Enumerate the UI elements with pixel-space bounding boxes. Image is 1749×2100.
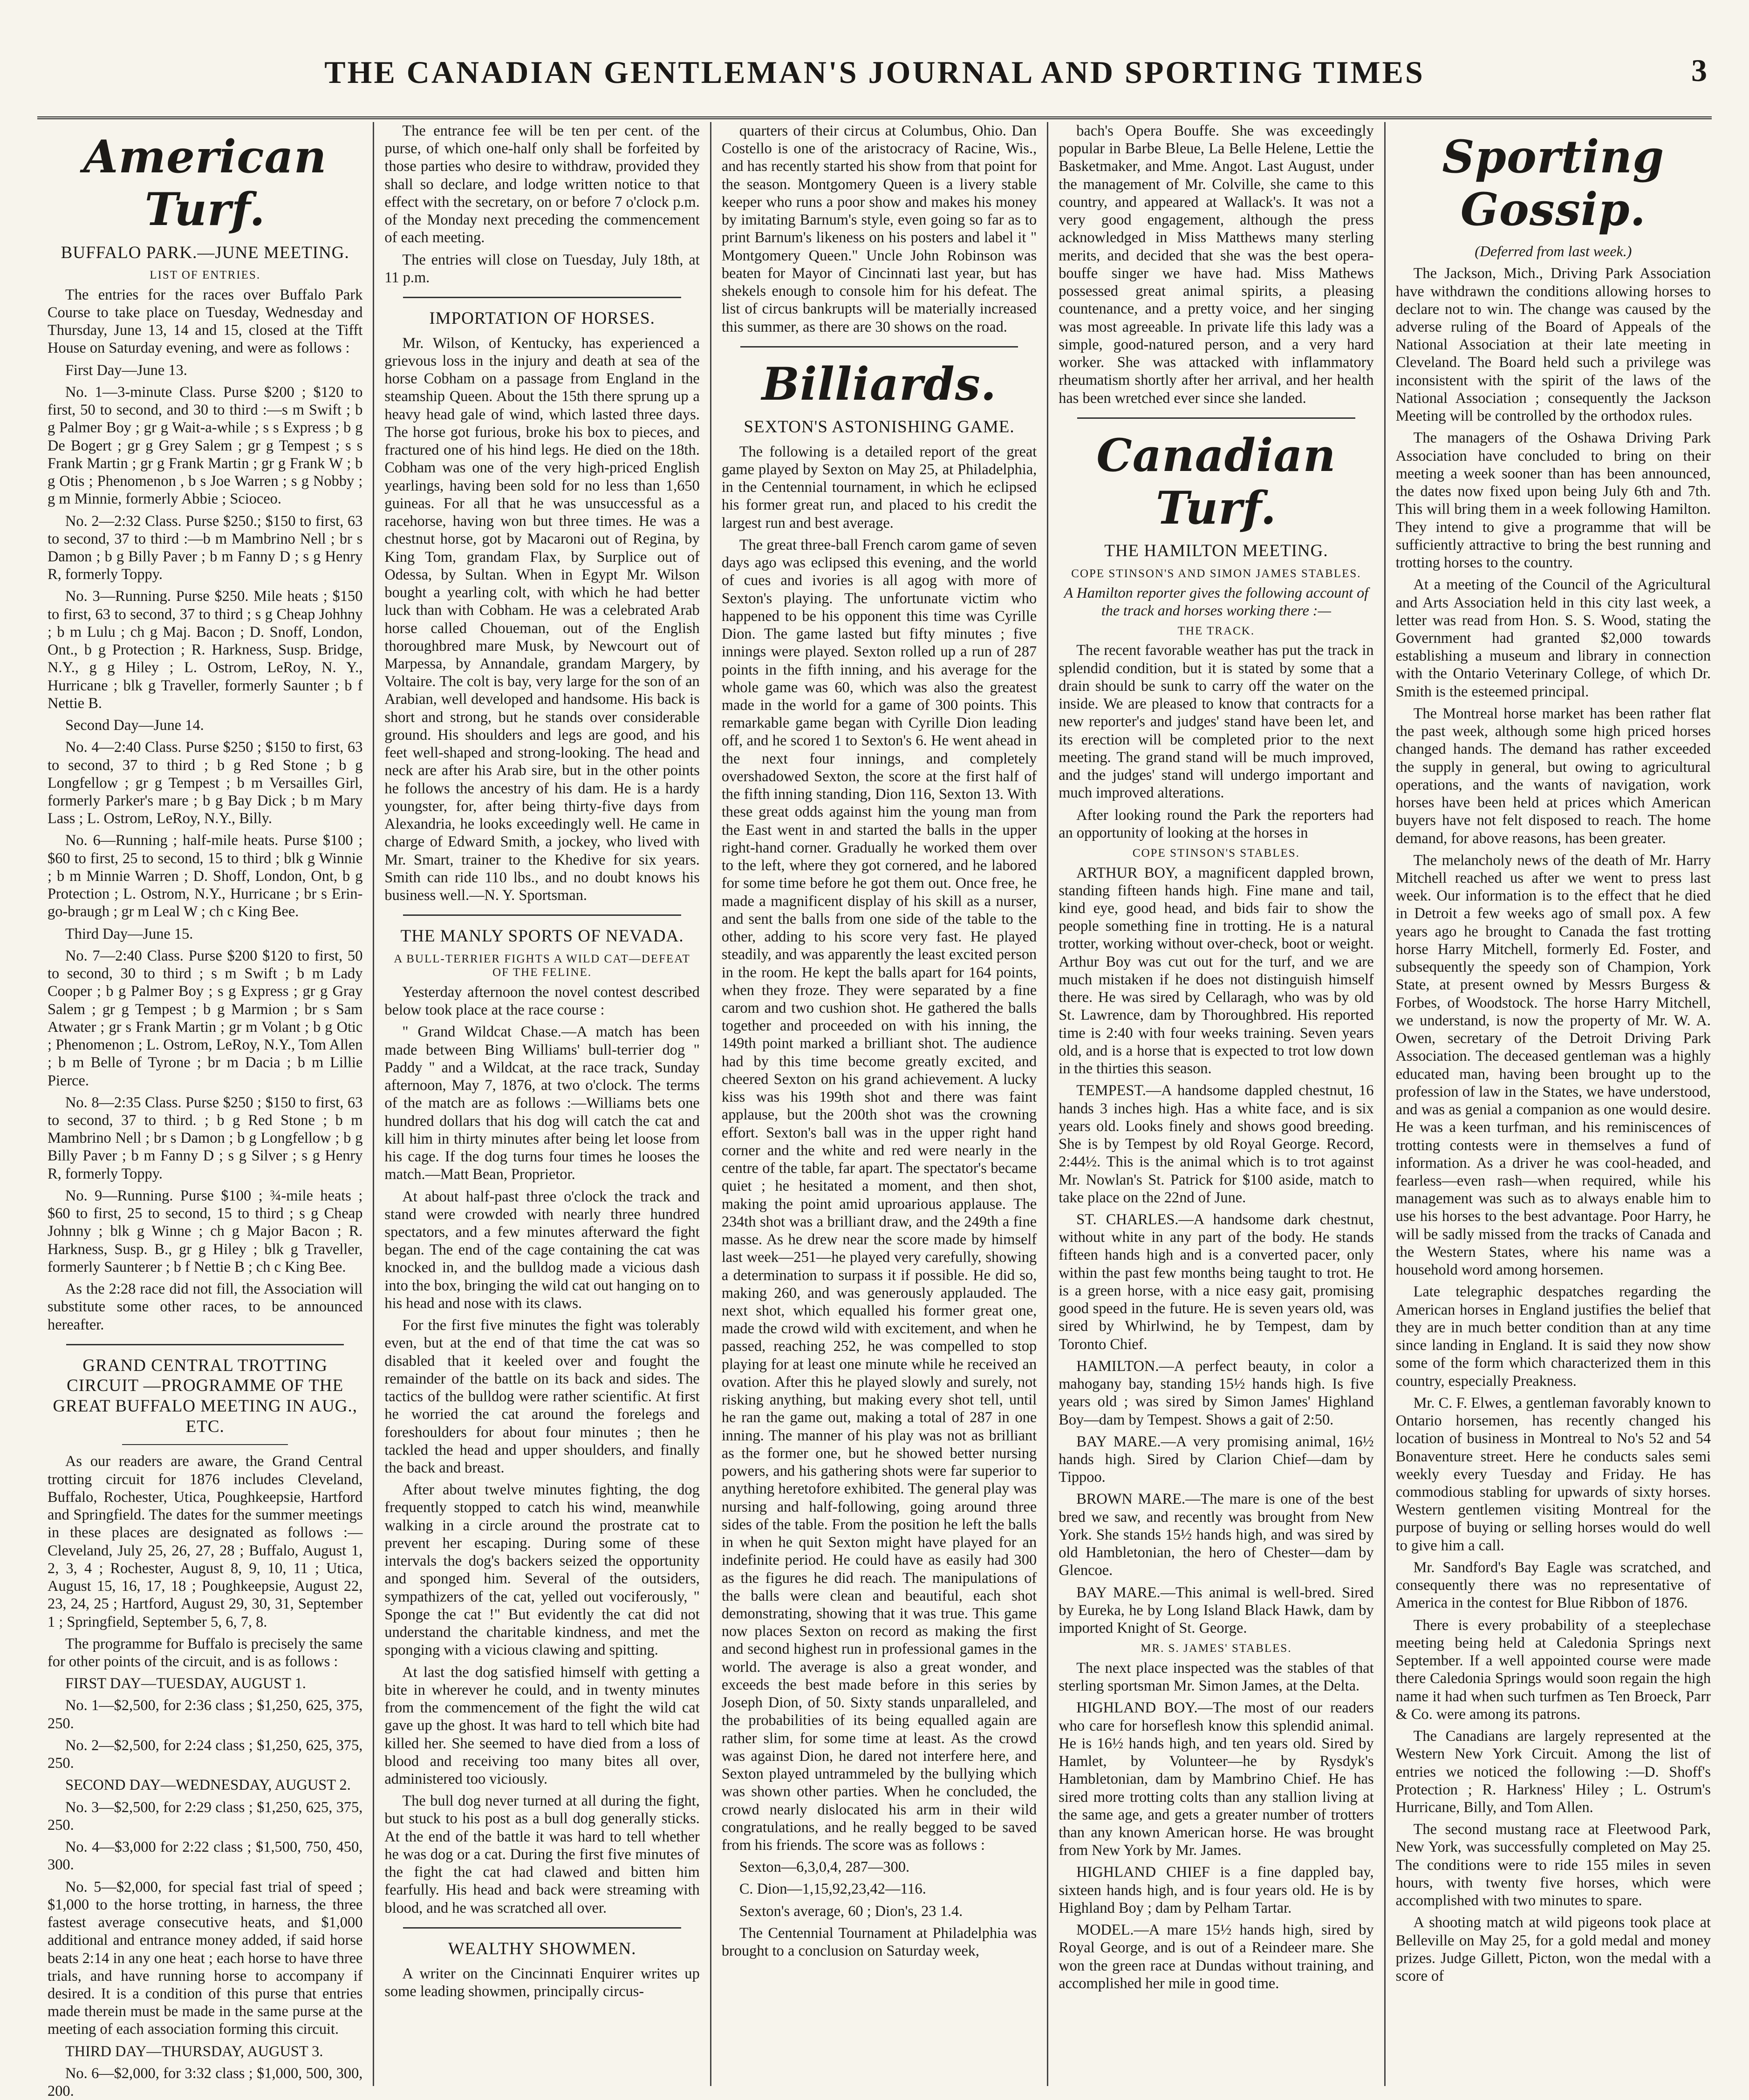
paragraph: HIGHLAND BOY.—The most of our readers who care for horseflesh know this splendid animal. He is 16½ hands high, and ten years old. Sired by Hamlet, by Volunteer—he by Rysdyk's Hambletonian, dam by Mambrino Chief. He has sired more trotting colts than any stallion living at the same age, and gets a greater number of trotters than any known American horse. He was brought from New York by Mr. James. <box>1059 1699 1374 1859</box>
article-headline: THE MANLY SPORTS OF NEVADA. <box>400 927 684 946</box>
paragraph: BAY MARE.—This animal is well-bred. Sired by Eureka, he by Long Island Black Hawk, dam by imported Knight of St. George. <box>1059 1584 1374 1637</box>
article-body <box>1059 864 1373 1637</box>
paragraph: ARTHUR BOY, a magnificent dappled brown, standing fifteen hands high. Fine mane and tail, kind eye, good head, and bids fair to show the people something fine in trotting. He is a natural trotter, working without over-check, boot or weight. Arthur Boy was cut out for the turf, and we are much mistaken if he does not distinguish himself there. He was sired by Cellaragh, who was by old St. Lawrence, dam by Thoroughbred. His reported time is 2:40 with four weeks training. Seven years old, and is a horse that is expected to trot low down in the thirties this season. <box>1059 864 1374 1077</box>
masthead-title: THE CANADIAN GENTLEMAN'S JOURNAL AND SPORTING TIMES <box>324 55 1425 90</box>
paragraph: No. 2—2:32 Class. Purse $250.; $150 to first, 63 to second, 37 to third :—b m Mambrino Nell ; br s Damon ; b g Billy Paver ; b m Fanny D ; s g Henry R, formerly Toppy. <box>48 512 363 583</box>
paragraph: No. 4—2:40 Class. Purse $250 ; $150 to first, 63 to second, 37 to third ; b g Red Stone ; b g Longfellow ; gr g Tempest ; b m Versailles Girl, formerly Parker's mare ; b g Bay Dick ; b m Mary Lass ; L. Ostrom, LeRoy, N.Y., Billy. <box>48 739 363 827</box>
paragraph: Second Day—June 14. <box>65 717 204 734</box>
article-intro-note: A Hamilton reporter gives the following account of the track and horses working there :— <box>1064 584 1369 619</box>
divider <box>66 1344 344 1345</box>
paragraph: ST. CHARLES.—A handsome dark chestnut, without white in any part of the body. He stands fifteen hands high and is a converted pacer, only within the past few months being taught to trot. He is a green horse, with a nice easy gait, promising good speed in the future. He is seven years old, was sired by Whirlwind, he by Tempest, dam by Toronto Chief. <box>1059 1211 1374 1353</box>
article-headline: WEALTHY SHOWMEN. <box>448 1939 636 1958</box>
section-heading: American Turf. <box>83 130 327 236</box>
paragraph: A writer on the Cincinnati Enquirer writes up some leading showmen, principally circus- <box>384 1965 700 2000</box>
paragraph: The second mustang race at Fleetwood Park, New York, was successfully completed on May 25. The conditions were to ride 155 miles in seven hours, with twenty five horses, which were accomplished with two minutes to spare. <box>1395 1821 1711 1909</box>
paragraph: bach's Opera Bouffe. She was exceedingly popular in Barbe Bleue, La Belle Helene, Lettie the Basketmaker, and Mme. Angot. Last August, under the management of Mr. Colville, she came to this country, and appeared at Wallack's. It was not a very good engagement, although the press acknowledged in Miss Matthews many sterling merits, and decided that she was the best opera-bouffe singer we have had. Miss Mathews possessed great animal spirits, a pleasing countenance, and a pretty voice, and her singing was most agreeable. In private life this lady was a simple, good-natured person, and a very hard worker. She was attacked with inflammatory rheumatism shortly after her arrival, and her health has been wretched ever since she landed. <box>1059 123 1374 407</box>
article-headline: IMPORTATION OF HORSES. <box>429 309 655 328</box>
paragraph: Third Day—June 15. <box>65 925 193 942</box>
paragraph: At a meeting of the Council of the Agricultural and Arts Association held in this city last week, a letter was read from Hon. S. S. Wood, stating the Government had granted $2,000 towards establishing a museum and library in connection with the Ontario Veterinary College, of which Dr. Smith is the esteemed principal. <box>1395 576 1711 700</box>
paragraph: No. 5—$2,000, for special fast trial of speed ; $1,000 to the horse trotting, in harness, the three fastest average consecutive heats, and $1,000 additional and entrance money added, if said horse beats 2:14 in any one heat ; each horse to have three trials, and have running horse to accompany if desired. It is a condition of this purse that entries made therein must be made in the same purse at the meeting of each association forming this circuit. <box>48 1878 363 2038</box>
paragraph: At last the dog satisfied himself with getting a bite in wherever he could, and in twenty minutes from the commencement of the fight the wild cat gave up the ghost. It was hard to tell which bite had killed her. She seemed to have died from a loss of blood and receiving too many bites all over, administered too viciously. <box>384 1664 700 1787</box>
article-subhead: COPE STINSON'S AND SIMON JAMES STABLES. <box>1071 567 1361 580</box>
paragraph: For the first five minutes the fight was tolerably even, but at the end of that time the cat was so disabled that it keeled over and fought the remainder of the battle on its back and sides. The tactics of the bulldog were rather scientific. At first he worried the cat around the forelegs and foreshoulders for about four minutes ; then he tackled the head and upper shoulders, and finally the back and breast. <box>384 1317 700 1477</box>
article-body <box>384 122 699 286</box>
masthead <box>37 47 1712 119</box>
article-body <box>384 983 699 1917</box>
paragraph: As the 2:28 race did not fill, the Association will substitute some other races, to be announced hereafter. <box>48 1281 363 1333</box>
paragraph: The following is a detailed report of the great game played by Sexton on May 25, at Philadelphia, in the Centennial tournament, in which he eclipsed his former great run, and placed to his credit the largest run and best average. <box>721 443 1037 532</box>
paragraph: No. 1—$2,500, for 2:36 class ; $1,250, 625, 375, 250. <box>48 1697 363 1732</box>
paragraph: BROWN MARE.—The mare is one of the best bred we saw, and recently was brought from New York. She stands 15½ hands high, and was sired by old Hambletonian, the hero of Chester—dam by Glencoe. <box>1059 1491 1374 1579</box>
article-body <box>1396 265 1711 1985</box>
paragraph: The entries for the races over Buffalo Park Course to take place on Tuesday, Wednesday and Thursday, June 13, 14 and 15, closed at the Tifft House on Saturday evening, and were as follows : <box>48 286 363 357</box>
column-5 <box>1386 122 1721 2086</box>
paragraph: The Montreal horse market has been rather flat the past week, although some high priced horses changed hands. The demand has rather exceeded the supply in general, but owing to agricultural operations, and the wants of navigation, work horses have been held at prices which American buyers have not felt disposed to reach. The home demand, for above reasons, has been greater. <box>1395 705 1711 847</box>
article-body <box>722 443 1037 1960</box>
article-headline: BUFFALO PARK.—JUNE MEETING. <box>61 243 349 262</box>
article-body <box>1059 1659 1373 1992</box>
article-subhead: THE TRACK. <box>1177 624 1255 637</box>
paragraph: A shooting match at wild pigeons took place at Belleville on May 25, for a gold medal and money prizes. Judge Gillett, Picton, won the medal with a score of <box>1395 1914 1711 1985</box>
paragraph: FIRST DAY—TUESDAY, AUGUST 1. <box>65 1675 306 1692</box>
paragraph: After looking round the Park the reporters had an opportunity of looking at the horses in <box>1059 806 1374 841</box>
paragraph: Mr. C. F. Elwes, a gentleman favorably known to Ontario horsemen, has recently changed his location of business in Montreal to No's 52 and 54 Bonaventure street. Here he conducts sales semi weekly every Tuesday and Friday. He has commodious stabling for upwards of sixty horses. Western gentlemen visiting Montreal for the purpose of buying or selling horses would do well to give him a call. <box>1395 1394 1711 1554</box>
article-subhead: COPE STINSON'S STABLES. <box>1132 847 1300 860</box>
columns <box>37 122 1721 2100</box>
paragraph: No. 6—Running ; half-mile heats. Purse $100 ; $60 to first, 25 to second, 15 to third ; blk g Winnie ; b m Minnie Warren ; D. Shoff, London, Ont, b g Protection ; L. Ostrom, N.Y., Hurricane ; br s Erin-go-braugh ; gr m Leal W ; ch c King Bee. <box>48 832 363 920</box>
divider <box>403 914 681 916</box>
paragraph: MODEL.—A mare 15½ hands high, sired by Royal George, and is out of a Reindeer mare. She won the green race at Dundas without training, and accomplished her mile in good time. <box>1059 1922 1374 1992</box>
paragraph: The great three-ball French carom game of seven days ago was eclipsed this evening, and the world of cues and ivories is all agog with more of Sexton's playing. The unfortunate victim who happened to be his opponent this time was Cyrille Dion. The game lasted but fifty minutes ; five innings were played. Sexton rolled up a run of 287 points in the fifth inning, and his average for the whole game was 60, which was also the greatest made in the world for a game of 300 points. This remarkable game began with Cyrille Dion leading off, and he scored 1 to Sexton's 6. He went ahead in the next four innings, and completely overshadowed Sexton, the score at the first half of the fifth inning standing, Dion 116, Sexton 13. With these great odds against him the young man from the East went in and started the balls in the upper right-hand corner. Gradually he worked them over to the left, where they got cornered, and he labored for some time before he got them out. Once free, he made a magnificent display of his skill as a nurser, and sent the balls from one side of the table to the other, adding to his score very fast. He played steadily, and was apparently the least excited person in the room. He kept the balls apart for 164 points, when they froze. They were separated by a fine carom and two cushion shot. He gathered the balls together and proceeded on with his inning, the 149th point marked a brilliant shot. The audience had by this time become greatly excited, and cheered Sexton on his grand achievement. A lucky kiss was his 199th shot and there was faint applause, but the 200th shot was the crowning effort. Sexton's ball was in the upper right hand corner and the white and red were nearly in the centre of the table, far apart. The spectator's became quiet ; he hesitated a moment, and then shot, making the point amid uproarious applause. The 234th shot was a brilliant draw, and the 249th a fine masse. As he drew near the score made by himself last week—251—he played very carefully, showing a determination to surpass it if possible. He did so, making 260, and was generously applauded. The next shot, which equalled his former great one, made the crowd wild with excitement, and when he passed, reaching 252, he was compelled to stop playing for at least one minute while he received an ovation. After this he played slowly and surely, not risking anything, but making every shot tell, until he ran the game out, making a total of 287 in one inning. The manner of his play was not as brilliant as the former one, but he showed better nursing powers, and his gathering shots were far superior to anything heretofore exhibited. The general play was nursing and half-following, going around three sides of the table. From the position he left the balls in when he quit Sexton might have played for an indefinite period. He could have as easily had 300 as the figures he did reach. The manipulations of the balls were clean and beautiful, each shot demonstrating, showing that it was true. This game now places Sexton on record as making the first and second highest run in professional games in the world. The average is also a great wonder, and exceeds the best made before in this series by Joseph Dion, of 50. Sixty stands unparalleled, and the probabilities of its being equalled again are rather slim, for some time at least. As the crowd was against Dion, he dared not interfere here, and Sexton played untrammeled by the bullying which was shown other parties. When he concluded, the crowd nearly dislocated his arm in their wild congratulations, and he really begged to be saved from his friends. The score was as follows : <box>721 536 1037 1854</box>
paragraph: No. 3—$2,500, for 2:29 class ; $1,250, 625, 375, 250. <box>48 1799 363 1834</box>
paragraph: The Centennial Tournament at Philadelphia was brought to a conclusion on Saturday week, <box>721 1924 1037 1960</box>
paragraph: Late telegraphic despatches regarding the American horses in England justifies the belief that they are in much better condition than at any time since landing in England. It is said they now show some of the form which characterized them in this country, especially Preakness. <box>1395 1283 1711 1390</box>
divider <box>740 346 1018 348</box>
paragraph: As our readers are aware, the Grand Central trotting circuit for 1876 includes Cleveland, Buffalo, Rochester, Utica, Poughkeepsie, Hartford and Springfield. The dates for the summer meetings in these places are designated as follows :—Cleveland, July 25, 26, 27, 28 ; Buffalo, August 1, 2, 3, 4 ; Rochester, August 8, 9, 10, 11 ; Utica, August 15, 16, 17, 18 ; Poughkeepsie, August 22, 23, 24, 25 ; Hartford, August 29, 30, 31, September 1 ; Springfield, September 5, 6, 7, 8. <box>48 1453 363 1630</box>
paragraph: TEMPEST.—A handsome dappled chestnut, 16 hands 3 inches high. Has a white face, and is six years old. Looks finely and shows good breeding. She is by Tempest by old Royal George. Record, 2:44½. This is the animal which is to trot against Mr. Nowlan's St. Patrick for $100 aside, match to take place on the 22nd of June. <box>1059 1082 1374 1206</box>
article-body <box>1059 122 1373 407</box>
paragraph: C. Dion—1,15,92,23,42—116. <box>739 1881 926 1898</box>
article-headline: THE HAMILTON MEETING. <box>1104 541 1328 561</box>
divider <box>122 1444 288 1445</box>
paragraph: quarters of their circus at Columbus, Ohio. Dan Costello is one of the aristocracy of Racine, Wis., and has recently started his show from that point for the season. Montgomery Queen is a livery stable keeper who runs a poor show and makes his money by imitating Barnum's style, even going so far as to print Barnum's likeness on his posters and label it " Montgomery Queen." Uncle John Robinson was beaten for Mayor of Cincinnati last year, but has shekels enough to console him for his defeat. The list of circus bankrupts will be materially increased this summer, as there are 30 shows on the road. <box>721 123 1037 335</box>
article-subhead: A BULL-TERRIER FIGHTS A WILD CAT—DEFEAT OF THE FELINE. <box>394 952 690 979</box>
article-headline: GRAND CENTRAL TROTTING CIRCUIT —PROGRAMME OF THE GREAT BUFFALO MEETING IN AUG., ETC. <box>53 1356 357 1436</box>
paragraph: The next place inspected was the stables of that sterling sportsman Mr. Simon James, at the Delta. <box>1059 1659 1374 1695</box>
article-subhead: LIST OF ENTRIES. <box>150 269 261 282</box>
paragraph: HAMILTON.—A perfect beauty, in color a mahogany bay, standing 15½ hands high. Is five years old ; was sired by Simon James' Highland Boy—dam by Tempest. Shows a gait of 2:50. <box>1059 1357 1374 1428</box>
article-body <box>48 1452 362 2100</box>
paragraph: SECOND DAY—WEDNESDAY, AUGUST 2. <box>65 1777 351 1794</box>
article-subhead: MR. S. JAMES' STABLES. <box>1141 1642 1292 1655</box>
paragraph: The entrance fee will be ten per cent. of the purse, of which one-half only shall be forfeited by those parties who desire to withdraw, provided they shall so declare, and lodge written notice to that effect with the secretary, on or before 7 o'clock p.m. of the Monday next preceding the commencement of each meeting. <box>384 123 700 246</box>
paragraph: No. 4—$3,000 for 2:22 class ; $1,500, 750, 450, 300. <box>48 1839 363 1874</box>
paragraph: The managers of the Oshawa Driving Park Association have concluded to bring on their meeting a week sooner than has been announced, the dates now fixed upon being July 6th and 7th. This will bring them in a week following Hamilton. They intend to give a programme that will be sufficiently attractive to bring the best running and trotting horses to the country. <box>1395 430 1711 572</box>
article-body <box>384 334 699 905</box>
page-number: 3 <box>1691 53 1707 88</box>
paragraph: HIGHLAND CHIEF is a fine dappled bay, sixteen hands high, and is four years old. He is by Highland Boy ; dam by Pelham Tartar. <box>1059 1864 1374 1916</box>
paragraph: After about twelve minutes fighting, the dog frequently stopped to catch his wind, meanwhile walking in a circle around the prostrate cat to prevent her escaping. During some of these intervals the dog's backers seized the opportunity and sponged him. Several of the outsiders, sympathizers of the cat, yelled out vociferously, " Sponge the cat !" But evidently the cat did not understand the charitable kindness, and met the sponging with a vicious clawing and spitting. <box>384 1481 700 1659</box>
paragraph: The entries will close on Tuesday, July 18th, at 11 p.m. <box>384 251 700 286</box>
paragraph: Mr. Wilson, of Kentucky, has experienced a grievous loss in the injury and death at sea of the horse Cobham on a passage from England in the steamship Queen. About the 15th there sprung up a heavy head gale of wind, which lasted three days. The horse got furious, broke his box to pieces, and fractured one of his hind legs. He died on the 18th. Cobham was one of the very high-priced English yearlings, having been sold for no less than 1,650 guineas. For all that he was unsuccessful as a racehorse, having won but three times. He was a chestnut horse, got by Macaroni out of Regina, by King Tom, grandam Flax, by Surplice out of Odessa, by Sultan. When in Egypt Mr. Wilson bought a yearling colt, with which he had better luck than with Cobham. He was a celebrated Arab horse called Choueman, out of the English thoroughbred mare Musk, by Newcourt out of Marpessa, by Annandale, grandam Margery, by Voltaire. The colt is bay, very large for the son of an Arabian, well developed and handsome. His back is short and strong, but he stands over considerable ground. His shoulders and legs are good, and his feet well-shaped and strong-looking. The head and neck are after his Arab sire, but in the other points he follows the ancestry of his dam. He is a hardy youngster, for, after being thirty-five days from Alexandria, he looks exceedingly well. He came in charge of Edward Smith, a jockey, who lived with Mr. Smart, trainer to the Khedive for six years. Smith can ride 110 lbs., and no doubt knows his business well.—N. Y. Sportsman. <box>384 334 700 904</box>
paragraph: No. 7—2:40 Class. Purse $200 $120 to first, 50 to second, 30 to third ; s m Swift ; b m Lady Cooper ; b g Palmer Boy ; s g Express ; gr g Gray Salem ; gr g Tempest ; b g Marmion ; br s Sam Atwater ; gr s Frank Martin ; gr m Volant ; b g Otic ; Phenomenon ; L. Ostrom, LeRoy, N.Y., Tom Allen ; b m Belle of Tyrone ; br m Dacia ; b m Lillie Pierce. <box>48 947 363 1089</box>
paragraph: " Grand Wildcat Chase.—A match has been made between Bing Williams' bull-terrier dog " Paddy " and a Wildcat, at the race track, Sunday afternoon, May 7, 1876, at two o'clock. The terms of the match are as follows :—Williams bets one hundred dollars that his dog will catch the cat and kill him in thirty minutes after being let loose from his cage. If the dog turns four times he looses the match.—Matt Bean, Proprietor. <box>384 1023 700 1183</box>
paragraph: No. 1—3-minute Class. Purse $200 ; $120 to first, 50 to second, and 30 to third :—s m Swift ; b g Palmer Boy ; gr g Wait-a-while ; s s Express ; b g De Bogert ; gr g Grey Salem ; gr g Tempest ; s s Frank Martin ; gr g Frank Martin ; gr g Frank W ; b g Otis ; Phenomenon , b s Joe Warren ; s g Nobby ; g m Minnie, formerly Abbie ; Scioceo. <box>48 383 363 508</box>
paragraph: No. 8—2:35 Class. Purse $250 ; $150 to first, 63 to second, 37 to third. ; b g Red Stone ; b m Mambrino Nell ; br s Damon ; b g Longfellow ; b g Billy Paver ; b m Fanny D ; s g Silver ; s g Henry R, formerly Toppy. <box>48 1094 363 1182</box>
divider <box>403 1927 681 1929</box>
article-body <box>1059 641 1373 842</box>
paragraph: Sexton's average, 60 ; Dion's, 23 1.4. <box>739 1902 963 1920</box>
paragraph: Mr. Sandford's Bay Eagle was scratched, and consequently there was no representative of America in the contest for Blue Ribbon of 1876. <box>1395 1559 1711 1612</box>
paragraph: The Jackson, Mich., Driving Park Association have withdrawn the conditions allowing horses to declare not to win. The change was caused by the adverse ruling of the Board of Appeals of the National Association at their late meeting in Cleveland. The Board held such a privilege was inconsistent with the spirit of the laws of the National Association ; consequently the Jackson Meeting will be controlled by the orthodox rules. <box>1395 265 1711 425</box>
divider <box>403 297 681 298</box>
column-2 <box>374 122 711 2086</box>
column-4 <box>1048 122 1385 2086</box>
section-heading: Billiards. <box>761 357 997 410</box>
article-body <box>48 286 362 1334</box>
paragraph: The recent favorable weather has put the track in splendid condition, but it is stated by some that a drain should be sunk to carry off the water on the inside. We are pleased to know that contracts for a new reporter's and judges' stand have been let, and its erection will be completed prior to the next meeting. The grand stand will be much improved, and the judges' stand will undergo important and much improved alterations. <box>1059 642 1374 802</box>
paragraph: Sexton—6,3,0,4, 287—300. <box>739 1859 910 1876</box>
paragraph: THIRD DAY—THURSDAY, AUGUST 3. <box>65 2043 323 2060</box>
paragraph: The bull dog never turned at all during the fight, but stuck to his post as a bull dog generally sticks. At the end of the battle it was hard to tell whether he was dog or a cat. During the first five minutes of the fight the cat had clawed and bitten him fearfully. His head and back were streaming with blood, and he was scratched all over. <box>384 1793 700 1916</box>
paragraph: No. 3—Running. Purse $250. Mile heats ; $150 to first, 63 to second, 37 to third ; s g Cheap Johhny ; b m Lulu ; ch g Maj. Bacon ; D. Snoff, London, Ont., b g Protection ; R. Harkness, Susp. Bridge, N.Y., g g Hiley ; L. Ostrom, LeRoy, N. Y., Hurricane ; blk g Traveller, formerly Saunter ; b f Nettie B. <box>48 588 363 712</box>
divider <box>1077 417 1355 419</box>
article-body <box>722 122 1037 336</box>
column-3 <box>711 122 1048 2086</box>
paragraph: BAY MARE.—A very promising animal, 16½ hands high. Sired by Clarion Chief—dam by Tippoo. <box>1059 1433 1374 1486</box>
paragraph: No. 6—$2,000, for 3:32 class ; $1,000, 500, 300, 200. <box>48 2065 363 2100</box>
section-heading: Sporting Gossip. <box>1442 130 1665 236</box>
paragraph: The programme for Buffalo is precisely the same for other points of the circuit, and is as follows : <box>48 1635 363 1670</box>
article-headline: SEXTON'S ASTONISHING GAME. <box>744 417 1015 437</box>
paragraph: At about half-past three o'clock the track and stand were crowded with nearly three hundred spectators, and a few minutes afterward the fight began. The end of the cage containing the cat was knocked in, and the bulldog made a vicious dash into the box, bringing the wild cat out hanging on to his head and nose with its claws. <box>384 1188 700 1312</box>
paragraph: The Canadians are largely represented at the Western New York Circuit. Among the list of entries we noticed the following :—D. Shoff's Protection ; R. Harkness' Hiley ; L. Ostrum's Hurricane, Billy, and Tom Allen. <box>1395 1728 1711 1816</box>
paragraph: There is every probability of a steeplechase meeting being held at Caledonia Springs next September. If a well appointed course were made there Caledonia Springs would soon regain the high name it had when such turfmen as Ten Broeck, Parr & Co. were among its patrons. <box>1395 1616 1711 1723</box>
article-intro-note: (Deferred from last week.) <box>1475 242 1632 259</box>
article-body <box>384 1965 699 2000</box>
section-heading: Canadian Turf. <box>1096 429 1336 535</box>
paragraph: No. 2—$2,500, for 2:24 class ; $1,250, 625, 375, 250. <box>48 1737 363 1772</box>
paragraph: First Day—June 13. <box>65 361 187 379</box>
paragraph: The melancholy news of the death of Mr. Harry Mitchell reached us after we went to press last week. Our information is to the effect that he died in Detroit a few weeks ago of small pox. A few years ago he brought to Canada the fast trotting horse Harry Mitchell, formerly Ed. Foster, and subsequently the speedy son of Champion, York State, at present owned by Messrs Burgess & Forbes, of Woodstock. The horse Harry Mitchell, we understand, is now the property of Mr. W. A. Owen, secretary of the Detroit Driving Park Association. The deceased gentleman was a highly educated man, having been brought up to the profession of law in the States, we have understood, and was as genial a companion as one would desire. He was a keen turfman, and his reminiscences of trotting contests were in themselves a fund of information. As a driver he was cool-headed, and fearless—even rash—when required, while his management was such as to always enable him to use his horses to the best advantage. Poor Harry, he will be sadly missed from the tracks of Canada and the Western States, where his name was a household word among horsemen. <box>1395 852 1711 1279</box>
paragraph: Yesterday afternoon the novel contest described below took place at the race course : <box>384 983 700 1019</box>
column-1 <box>37 122 374 2100</box>
paragraph: No. 9—Running. Purse $100 ; ¾-mile heats ; $60 to first, 25 to second, 15 to third ; s g Cheap Johnny ; blk g Winne ; ch g Major Bacon ; R. Harkness, Susp. B., gr g Hiley ; blk g Traveller, formerly Saunterer ; b f Nettie B ; ch c King Bee. <box>48 1187 363 1275</box>
